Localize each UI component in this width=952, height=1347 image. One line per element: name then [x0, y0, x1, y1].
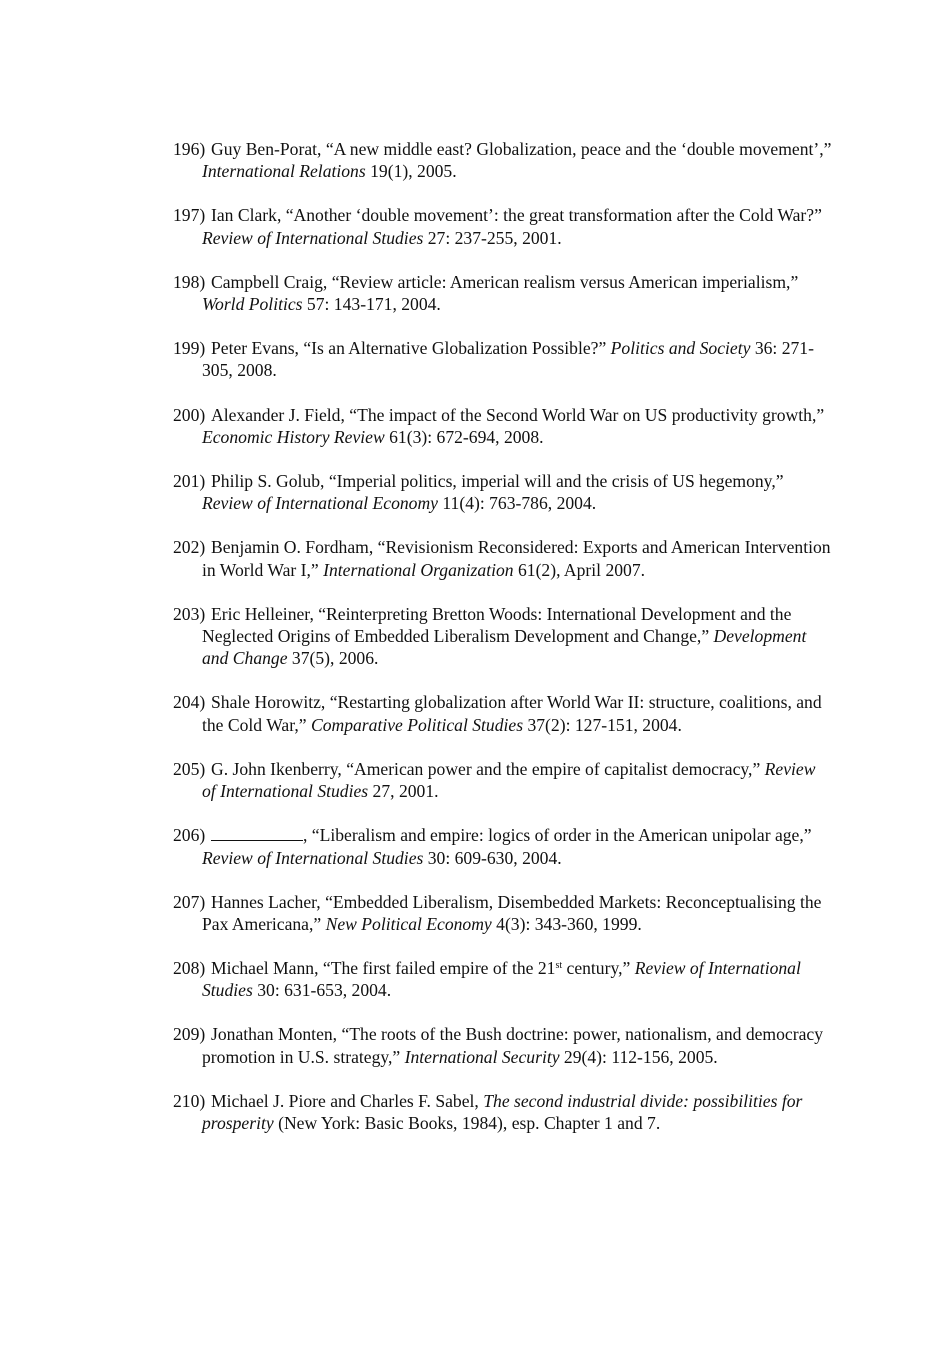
- reference-number: 204): [173, 692, 206, 713]
- reference-author: Guy Ben-Porat,: [211, 139, 326, 159]
- reference-title: “Reinterpreting Bretton Woods: International Development and the Neglected Origins of Embedded Liberalism Development and Change,”: [202, 603, 792, 647]
- reference-item: [173, 824, 833, 869]
- reference-number: 201): [173, 470, 206, 491]
- reference-title: “American power and the empire of capitalist democracy,”: [346, 758, 765, 779]
- reference-number: 202): [173, 537, 206, 558]
- reference-details: 61(3): 672-694, 2008.: [384, 426, 544, 447]
- reference-details: 19(1), 2005.: [365, 161, 457, 182]
- reference-author: Philip S. Golub,: [211, 470, 329, 491]
- reference-details: (New York: Basic Books, 1984), esp. Chapter 1 and 7.: [273, 1113, 661, 1134]
- reference-author: Campbell Craig,: [211, 271, 332, 292]
- reference-author: Alexander J. Field,: [211, 404, 350, 425]
- reference-author: Ian Clark,: [211, 205, 286, 226]
- reference-title: “Revisionism Reconsidered: Exports and American Intervention in World War I,”: [202, 537, 831, 580]
- reference-venue: Review of International Studies: [202, 847, 424, 868]
- reference-number: 200): [173, 404, 206, 425]
- reference-details: 30: 631-653, 2004.: [252, 980, 392, 1001]
- reference-item: [173, 758, 833, 803]
- reference-details: 37(5), 2006.: [287, 648, 379, 669]
- reference-venue: International Organization: [323, 559, 514, 580]
- reference-author: Jonathan Monten,: [211, 1024, 342, 1045]
- reference-author: Michael Mann,: [211, 957, 323, 978]
- reference-item: [173, 536, 833, 581]
- reference-number: 197): [173, 205, 206, 226]
- reference-venue: Review of International Studies: [202, 957, 801, 1001]
- reference-venue: Review of International Economy: [202, 493, 438, 514]
- reference-venue: International Relations: [202, 161, 366, 182]
- reference-number: 207): [173, 891, 206, 912]
- reference-author: Hannes Lacher,: [211, 891, 326, 912]
- reference-number: 206): [173, 825, 206, 846]
- reference-title: “Embedded Liberalism, Disembedded Markets: Reconceptualising the Pax Americana,”: [202, 891, 822, 934]
- reference-details: 30: 609-630, 2004.: [423, 847, 562, 868]
- reference-venue: International Security: [404, 1046, 560, 1067]
- reference-title: “Imperial politics, imperial will and the crisis of US hegemony,”: [328, 470, 784, 491]
- reference-details: 57: 143-171, 2004.: [302, 294, 441, 315]
- reference-item: [173, 470, 833, 515]
- reference-author: Shale Horowitz,: [211, 692, 330, 713]
- reference-number: 210): [173, 1090, 206, 1111]
- reference-details: 11(4): 763-786, 2004.: [438, 493, 597, 514]
- reference-title: , “Liberalism and empire: logics of order in the American unipolar age,”: [303, 825, 812, 846]
- reference-venue: Economic History Review: [202, 426, 385, 447]
- reference-item: [173, 404, 833, 449]
- reference-number: 199): [173, 338, 206, 359]
- reference-venue: Politics and Society: [610, 338, 751, 359]
- reference-title: “A new middle east? Globalization, peace and the ‘double movement’,”: [325, 139, 832, 159]
- reference-venue: Comparative Political Studies: [310, 714, 524, 735]
- reference-venue: World Politics: [202, 294, 303, 315]
- reference-item: [173, 1090, 833, 1135]
- reference-venue: Review of International Studies: [202, 227, 424, 248]
- reference-list: [173, 138, 833, 1156]
- reference-title: “The roots of the Bush doctrine: power, nationalism, and democracy promotion in U.S. strategy,”: [202, 1024, 823, 1067]
- reference-number: 209): [173, 1024, 206, 1045]
- same-author-blank-line: [211, 825, 303, 841]
- reference-item: [173, 337, 833, 382]
- reference-item: [173, 271, 833, 316]
- reference-number: 198): [173, 271, 206, 292]
- reference-details: 27: 237-255, 2001.: [423, 227, 562, 248]
- reference-details: 27, 2001.: [368, 781, 439, 802]
- reference-number: 208): [173, 957, 206, 978]
- reference-author: Eric Helleiner,: [211, 603, 319, 624]
- reference-author: Benjamin O. Fordham,: [211, 537, 378, 558]
- reference-item: [173, 891, 833, 936]
- reference-number: 203): [173, 603, 206, 624]
- reference-item: [173, 691, 833, 736]
- reference-venue: The second industrial divide: possibilities for prosperity: [202, 1090, 803, 1134]
- reference-item: [173, 204, 833, 249]
- reference-details: 4(3): 343-360, 1999.: [491, 913, 642, 934]
- reference-title: “The impact of the Second World War on US productivity growth,”: [349, 404, 825, 425]
- reference-title: “Another ‘double movement’: the great transformation after the Cold War?”: [285, 205, 822, 226]
- reference-venue: Review of International Studies: [202, 758, 816, 802]
- reference-details: 29(4): 112-156, 2005.: [559, 1046, 718, 1067]
- reference-details: 36: 271-305, 2008.: [202, 338, 814, 381]
- reference-title: “The first failed empire of the 21: [322, 957, 556, 978]
- reference-details: 37(2): 127-151, 2004.: [523, 714, 682, 735]
- reference-author: Michael J. Piore and Charles F. Sabel,: [211, 1090, 484, 1111]
- ordinal-superscript: st: [555, 959, 563, 971]
- reference-title: “Review article: American realism versus American imperialism,”: [331, 271, 799, 292]
- reference-venue: Development and Change: [202, 626, 807, 669]
- reference-venue: New Political Economy: [325, 913, 492, 934]
- reference-item: [173, 957, 833, 1002]
- reference-title: “Is an Alternative Globalization Possible?”: [303, 338, 611, 359]
- reference-item: [173, 603, 833, 670]
- reference-number: 205): [173, 758, 206, 779]
- reference-author: Peter Evans,: [211, 338, 304, 359]
- reference-title-end: century,”: [562, 957, 635, 978]
- reference-author: G. John Ikenberry,: [211, 758, 347, 779]
- reference-number: 196): [173, 139, 206, 159]
- reference-details: 61(2), April 2007.: [513, 559, 646, 580]
- reference-title: “Restarting globalization after World War II: structure, coalitions, and the Cold War,”: [202, 692, 822, 735]
- reference-item: [173, 138, 833, 183]
- reference-item: [173, 1023, 833, 1068]
